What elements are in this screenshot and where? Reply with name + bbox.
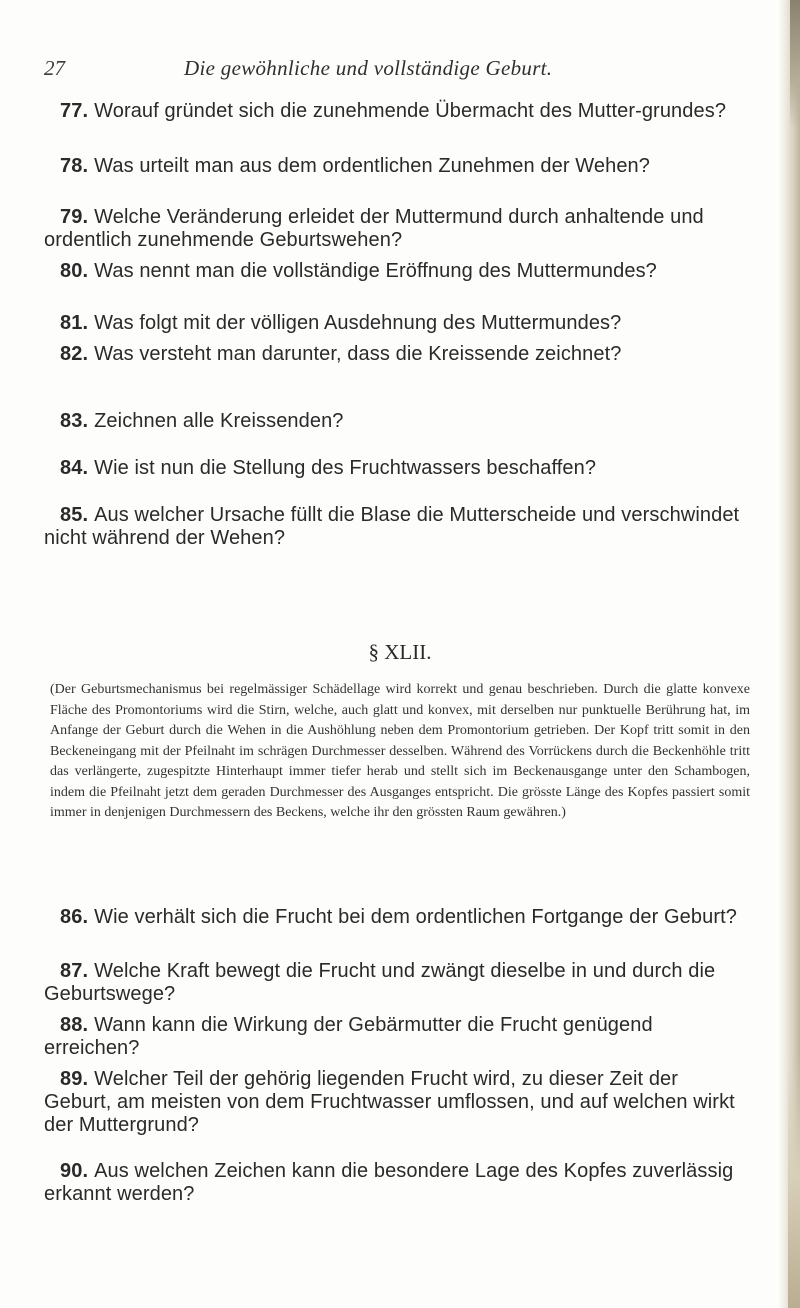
question-82 <box>44 343 750 366</box>
running-head <box>44 56 744 86</box>
question-text: Aus welchen Zeichen kann die besondere Lage des Kopfes zuverlässig erkannt werden? <box>44 1160 734 1205</box>
question-text: Welche Veränderung erleidet der Muttermund durch anhaltende und ordentlich zunehmende Geburtswehen? <box>44 206 704 251</box>
question-text: Was folgt mit der völligen Ausdehnung des Muttermundes? <box>94 312 622 334</box>
question-text: Zeichnen alle Kreissenden? <box>94 410 344 432</box>
question-text: Wann kann die Wirkung der Gebärmutter die Frucht genügend erreichen? <box>44 1014 653 1059</box>
question-text: Was urteilt man aus dem ordentlichen Zunehmen der Wehen? <box>94 155 651 177</box>
question-text: Worauf gründet sich die zunehmende Übermacht des Mutter-grundes? <box>94 100 727 122</box>
question-78 <box>44 155 750 178</box>
question-text: Wie verhält sich die Frucht bei dem ordentlichen Fortgange der Geburt? <box>94 906 737 928</box>
question-text: Wie ist nun die Stellung des Fruchtwassers beschaffen? <box>94 457 597 479</box>
question-number: 79. <box>60 206 89 228</box>
question-80 <box>44 260 750 283</box>
question-text: Aus welcher Ursache füllt die Blase die Mutterscheide und verschwindet nicht während der Wehen? <box>44 504 740 549</box>
question-86 <box>44 906 750 929</box>
question-number: 88. <box>60 1014 89 1036</box>
page-number: 27 <box>44 56 65 80</box>
question-number: 78. <box>60 155 89 177</box>
question-number: 81. <box>60 312 89 334</box>
question-number: 90. <box>60 1160 89 1182</box>
page-edge-dark-bottom <box>788 1048 800 1308</box>
question-number: 82. <box>60 343 89 365</box>
question-number: 89. <box>60 1068 89 1090</box>
question-number: 86. <box>60 906 89 928</box>
question-number: 87. <box>60 960 89 982</box>
question-89 <box>44 1068 750 1137</box>
question-85 <box>44 504 750 550</box>
question-77 <box>44 100 750 123</box>
page-edge-dark-top <box>790 0 800 130</box>
question-text: Was versteht man darunter, dass die Kreissende zeichnet? <box>94 343 622 365</box>
question-number: 84. <box>60 457 89 479</box>
section-note: (Der Geburtsmechanismus bei regelmässiger Schädellage wird korrekt und genau beschrieben. Durch die glatte konvexe Fläche des Promontoriums wird die Stirn, welche, auch glatt und konvex, mit derselben nur punktuelle Berührung hat, im Anfange der Geburt durch die Wehen in die Aushöhlung neben dem Promontorium getrieben. Der Kopf tritt somit in den Beckeneingang mit der Pfeilnaht im schrägen Durchmesser desselben. Während des Vorrückens durch die Beckenhöhle tritt das verlängerte, zugespitzte Hinterhaupt immer tiefer herab und stellt sich im Beckenausgange unter den Schambogen, indem die Pfeilnaht jetzt dem geraden Durchmesser des Ausganges entspricht. Die grösste Länge des Kopfes passiert somit immer in denjenigen Durchmessern des Beckens, welche ihr den grössten Raum gewähren.) <box>50 682 750 820</box>
question-number: 77. <box>60 100 89 122</box>
question-number: 85. <box>60 504 89 526</box>
question-text: Welcher Teil der gehörig liegenden Frucht wird, zu dieser Zeit der Geburt, am meisten von dem Fruchtwasser umflossen, und auf welchen wirkt der Muttergrund? <box>44 1068 735 1136</box>
section-heading: § XLII. <box>368 640 432 664</box>
question-text: Welche Kraft bewegt die Frucht und zwängt dieselbe in und durch die Geburtswege? <box>44 960 716 1005</box>
question-81 <box>44 312 750 335</box>
question-90 <box>44 1160 750 1206</box>
question-text: Was nennt man die vollständige Eröffnung des Muttermundes? <box>94 260 657 282</box>
question-84 <box>44 457 750 480</box>
question-number: 83. <box>60 410 89 432</box>
question-88 <box>44 1014 750 1060</box>
question-number: 80. <box>60 260 89 282</box>
question-83 <box>44 410 750 433</box>
question-87 <box>44 960 750 1006</box>
running-title: Die gewöhnliche und vollständige Geburt. <box>184 56 553 80</box>
question-79 <box>44 206 750 252</box>
